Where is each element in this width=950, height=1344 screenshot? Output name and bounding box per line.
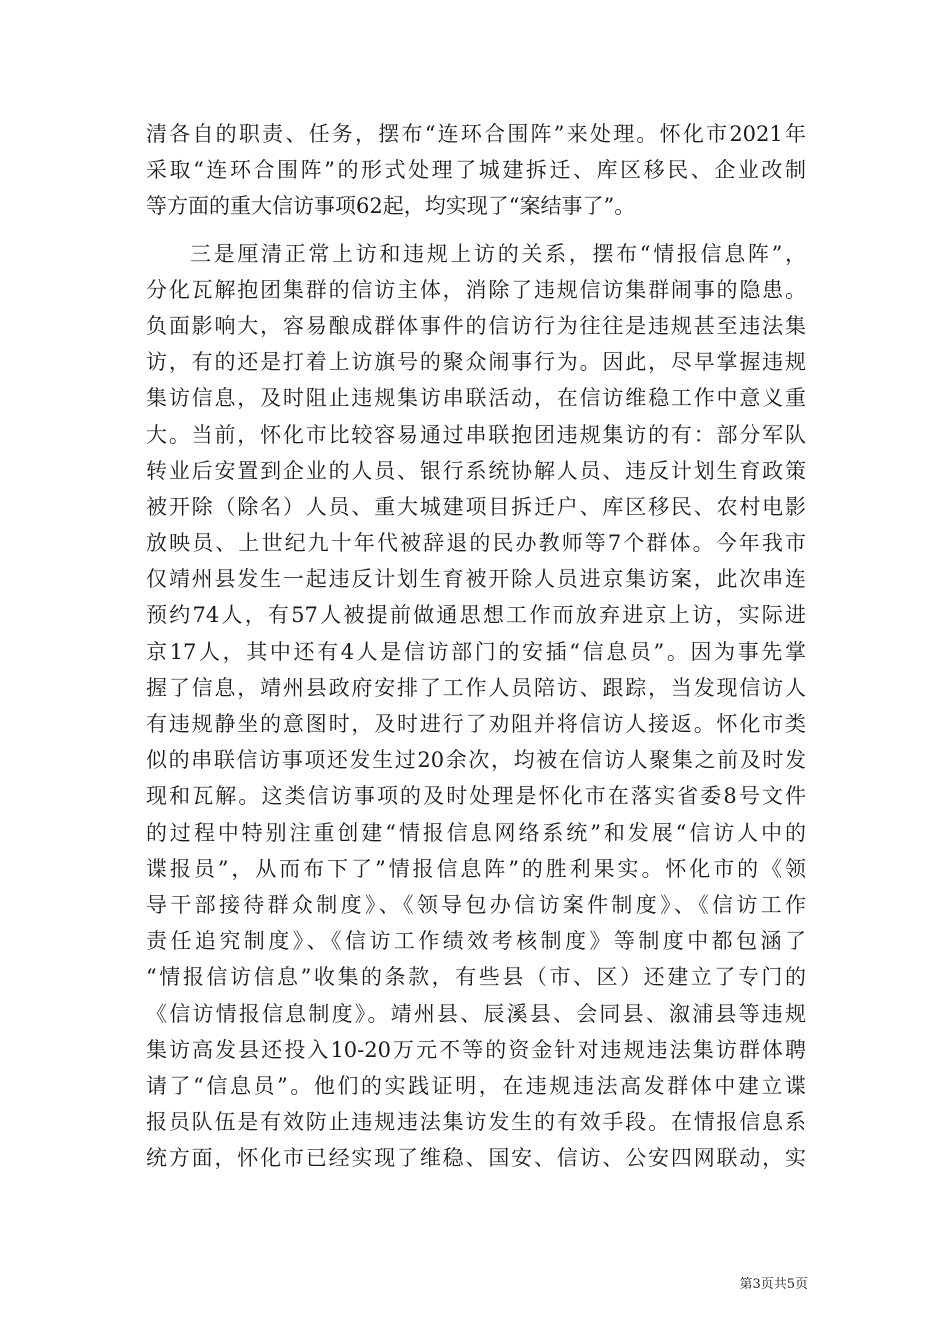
text-line: 谍报员”，从而布下了”情报信息阵”的胜利果实。怀化市的《领: [146, 856, 806, 881]
text-line: 责任追究制度》、《信访工作绩效考核制度》等制度中都包涵了: [146, 929, 806, 954]
text-line: 似的串联信访事项还发生过20余次，均被在信访人聚集之前及时发: [146, 748, 806, 773]
text-line: 等方面的重大信访事项62起，均实现了“案结事了”。: [146, 194, 636, 219]
text-line: 预约74人，有57人被提前做通思想工作而放弃进京上访，实际进: [146, 603, 806, 628]
text-line: 现和瓦解。这类信访事项的及时处理是怀化市在落实省委8号文件: [146, 784, 806, 809]
text-line: 统方面，怀化市已经实现了维稳、国安、信访、公安四网联动，实: [146, 1146, 806, 1171]
text-line: 大。当前，怀化市比较容易通过串联抱团违规集访的有：部分军队: [146, 422, 806, 447]
text-line: 分化瓦解抱团集群的信访主体，消除了违规信访集群闹事的隐患。: [146, 277, 806, 302]
text-line: 握了信息，靖州县政府安排了工作人员陪访、跟踪，当发现信访人: [146, 675, 806, 700]
text-line: 访，有的还是打着上访旗号的聚众闹事行为。因此，尽早掌握违规: [146, 350, 806, 375]
text-line: 清各自的职责、任务，摆布“连环合围阵”来处理。怀化市2021年: [146, 122, 806, 146]
text-line: 有违规静坐的意图时，及时进行了劝阻并将信访人接返。怀化市类: [146, 712, 806, 736]
text-line: 负面影响大，容易酿成群体事件的信访行为往往是违规甚至违法集: [146, 313, 806, 338]
text-line: 三是厘清正常上访和违规上访的关系，摆布“情报信息阵”，: [190, 241, 806, 266]
text-line: “情报信访信息”收集的条款，有些县（市、区）还建立了专门的: [146, 965, 806, 990]
page-number: 第3页共5页: [739, 1277, 808, 1292]
text-line: 请了“信息员”。他们的实践证明，在违规违法高发群体中建立谍: [146, 1073, 806, 1098]
text-line: 《信访情报信息制度》。靖州县、辰溪县、会同县、溆浦县等违规: [146, 1001, 806, 1026]
text-line: 集访高发县还投入10-20万元不等的资金针对违规违法集访群体聘: [146, 1037, 806, 1062]
text-line: 京17人，其中还有4人是信访部门的安插“信息员”。因为事先掌: [146, 639, 806, 664]
text-line: 的过程中特别注重创建“情报信息网络系统”和发展“信访人中的: [146, 820, 806, 845]
paragraph-2: [146, 236, 806, 1177]
text-line: 仅靖州县发生一起违反计划生育被开除人员进京集访案，此次串连: [146, 567, 806, 592]
text-line: 采取“连环合围阵”的形式处理了城建拆迁、库区移民、企业改制: [146, 158, 806, 183]
text-line: 被开除（除名）人员、重大城建项目拆迁户、库区移民、农村电影: [146, 494, 806, 519]
text-line: 转业后安置到企业的人员、银行系统协解人员、违反计划生育政策: [146, 458, 806, 483]
text-line: 报员队伍是有效防止违规违法集访发生的有效手段。在情报信息系: [146, 1110, 806, 1135]
paragraph-1: [146, 116, 806, 225]
text-line: 集访信息，及时阻止违规集访串联活动，在信访维稳工作中意义重: [146, 386, 806, 411]
text-line: 导干部接待群众制度》、《领导包办信访案件制度》、《信访工作: [146, 892, 806, 917]
body-text: [146, 116, 806, 1176]
text-line: 放映员、上世纪九十年代被辞退的民办教师等7个群体。今年我市: [146, 531, 806, 556]
